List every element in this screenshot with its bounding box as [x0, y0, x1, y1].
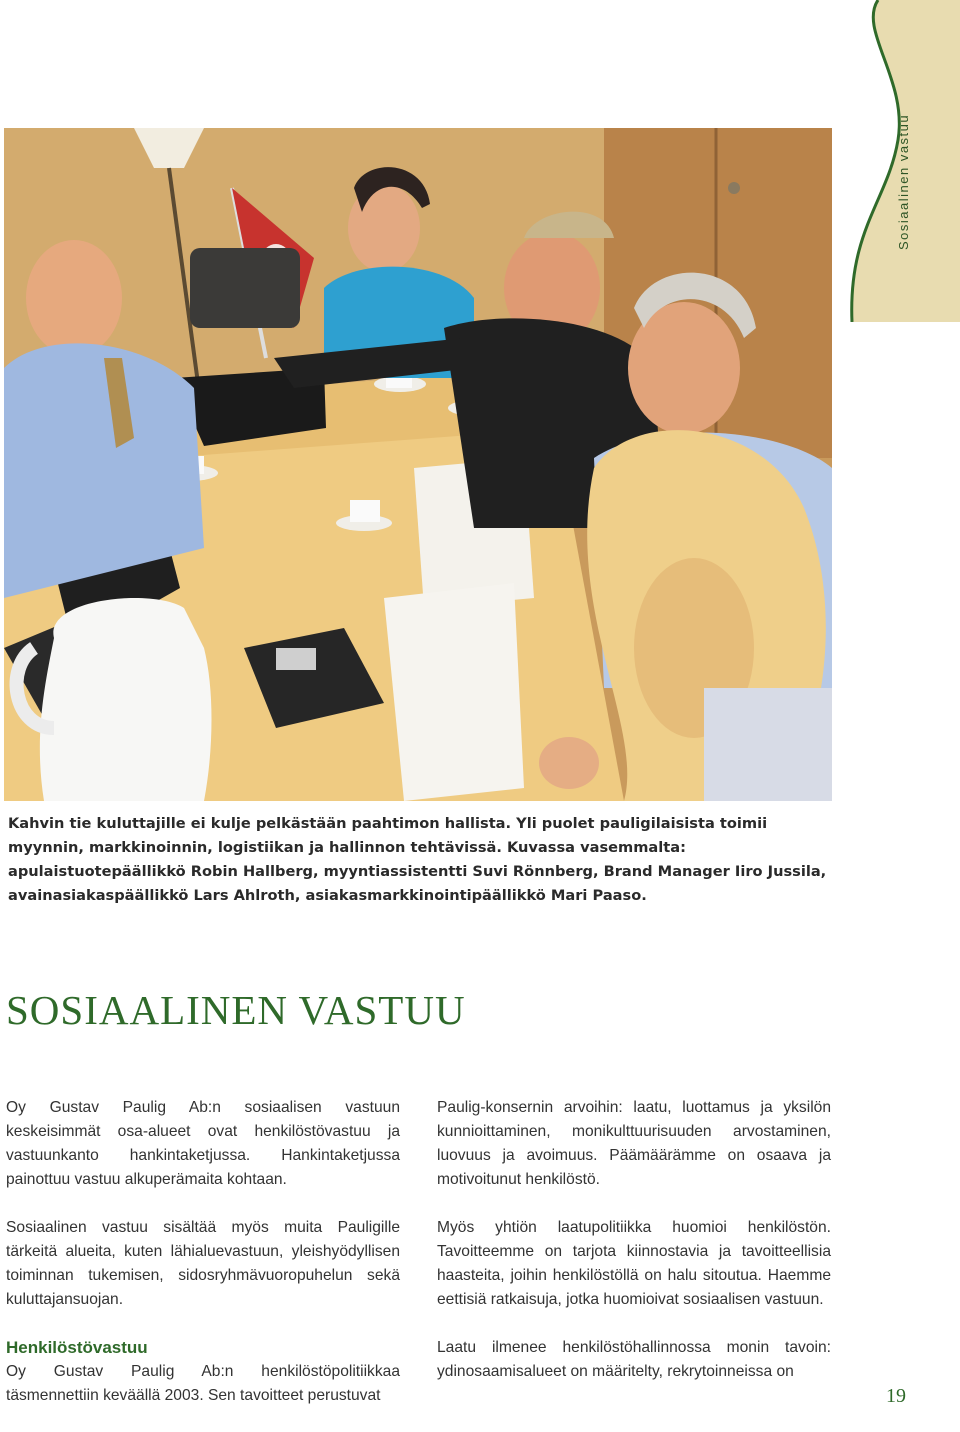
left-paragraph-1: Oy Gustav Paulig Ab:n sosiaalisen vastuun keskeisimmät osa-alueet ovat henkilöstövastuu ja vastuunkanto hankintaketjussa. Hankintaketjussa painottuu vastuu alkuperämaita kohtaan. [6, 1099, 400, 1188]
photo-caption: Kahvin tie kuluttajille ei kulje pelkästään paahtimon hallista. Yli puolet pauligilaisista toimii myynnin, markkinoinnin, logistiikan ja hallinnon tehtävissä. Kuvassa vasemmalta: apulaistuotepäällikkö Robin Hallberg, myyntiassistentti Suvi Rönnberg, Brand Manager Iiro Jussila, avainasiakaspäällikkö Lars Ahlroth, asiakasmarkkinointipäällikkö Mari Paaso. [8, 815, 827, 904]
left-column [6, 1096, 400, 1432]
left-paragraph-2: Sosiaalinen vastuu sisältää myös muita Pauligille tärkeitä alueita, kuten lähialuevastuun, yleishyödyllisen toiminnan tukemisen, sidosryhmävuoropuhelun sekä kuluttajansuojan. [6, 1219, 400, 1308]
subheading-henkilostovastuu: Henkilöstövastuu [6, 1338, 148, 1357]
right-paragraph-1: Paulig-konsernin arvoihin: laatu, luottamus ja yksilön kunnioittaminen, monikulttuurisuuden arvostaminen, luovuus ja avoimuus. Päämäärämme on osaava ja motivoitunut henkilöstö. [437, 1099, 831, 1188]
right-paragraph-3: Laatu ilmenee henkilöstöhallinnossa monin tavoin: ydinosaamisalueet on määritelty, rekrytoinneissa on [437, 1339, 831, 1380]
right-paragraph-2: Myös yhtiön laatupolitiikka huomioi henkilöstön. Tavoitteemme on tarjota kiinnostavia ja tavoitteellisia haasteita, joihin henkilöstöllä on halu sitoutua. Haemme eettisiä ratkaisuja, jotka huomioivat sosiaalisen vastuun. [437, 1219, 831, 1308]
meeting-photo [4, 128, 832, 801]
page-number: 19 [886, 1385, 906, 1407]
section-title: SOSIAALINEN VASTUU [6, 987, 466, 1033]
right-column [437, 1096, 831, 1408]
left-paragraph-3: Oy Gustav Paulig Ab:n henkilöstöpolitiikkaa täsmennettiin keväällä 2003. Sen tavoitteet perustuvat [6, 1363, 400, 1404]
side-tab-label: Sosiaalinen vastuu [896, 113, 911, 250]
